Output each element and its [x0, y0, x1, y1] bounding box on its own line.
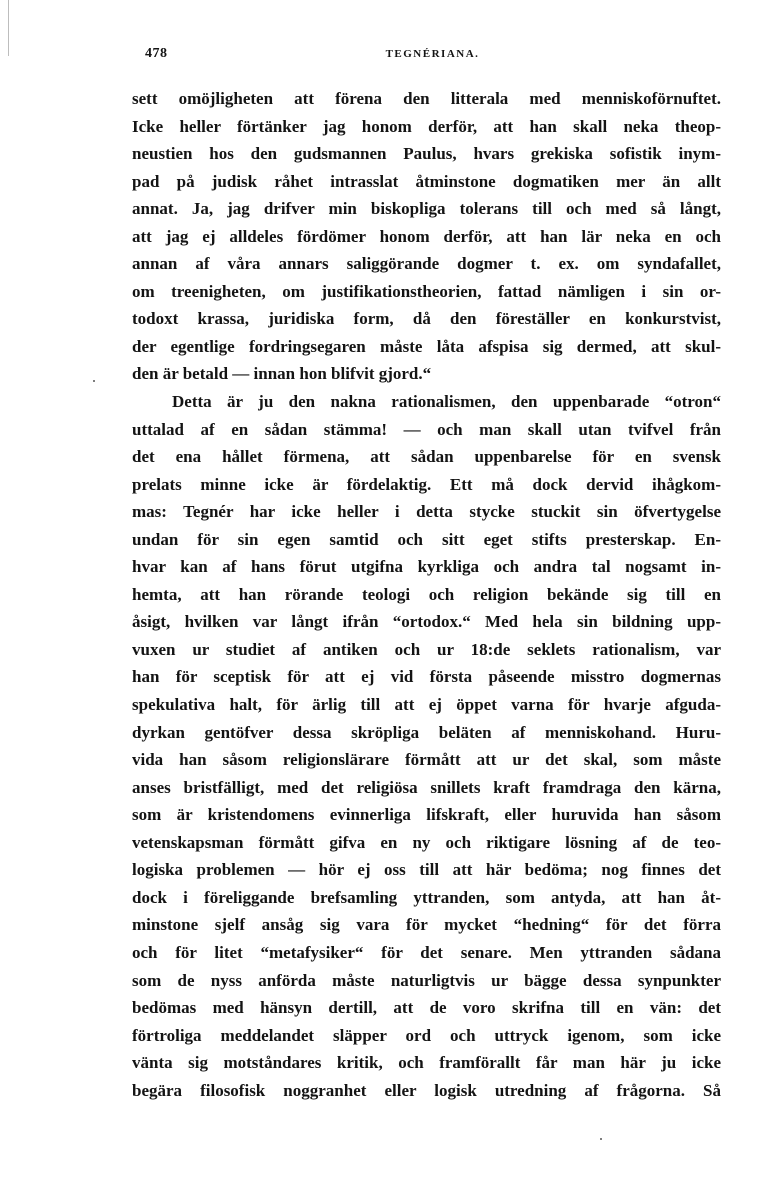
text-line: att jag ej alldeles fördömer honom derför, att han lär neka en och [132, 226, 721, 246]
text-line: prelats minne icke är fördelaktig. Ett må dock dervid ihågkom- [132, 474, 721, 494]
text-line: annat. Ja, jag drifver min biskopliga tolerans till och med så långt, [132, 199, 721, 219]
print-speck [93, 380, 95, 382]
text-line: uttalad af en sådan stämma! — och man skall utan tvifvel från [132, 419, 721, 439]
text-line: Icke heller förtänker jag honom derför, att han skall neka theop- [132, 116, 721, 136]
print-speck [600, 1138, 602, 1140]
text-line: vetenskapsman förmått gifva en ny och riktigare lösning af de teo- [132, 832, 721, 852]
body-text [132, 85, 721, 1104]
text-line: spekulativa halt, för ärlig till att ej öppet varna för hvarje afguda- [132, 695, 721, 715]
text-line: förtroliga meddelandet släpper ord och uttryck igenom, som icke [132, 1025, 721, 1045]
text-line: hemta, att han rörande teologi och religion bekände sig till en [132, 584, 721, 604]
page-header [145, 46, 720, 68]
text-line: todoxt krassa, juridiska form, då den föreställer en konkurstvist, [132, 309, 721, 329]
running-title: TEGNÉRIANA. [385, 48, 480, 60]
scan-edge-line [8, 0, 9, 56]
text-line: vida han såsom religionslärare förmått att ur det skal, som måste [132, 750, 721, 770]
text-line: och för litet “metafysiker“ för det senare. Men yttranden sådana [132, 942, 721, 962]
text-line: dock i föreliggande brefsamling yttranden, som antyda, att han åt- [132, 887, 721, 907]
text-line: mas: Tegnér har icke heller i detta stycke stuckit sin öfvertygelse [132, 502, 721, 522]
text-line: som är kristendomens evinnerliga lifskraft, eller huruvida han såsom [132, 805, 721, 825]
text-line: begära filosofisk noggranhet eller logisk utredning af frågorna. Så [132, 1080, 721, 1100]
text-line: undan för sin egen samtid och sitt eget stifts presterskap. En- [132, 529, 721, 549]
paragraph-start-line: Detta är ju den nakna rationalismen, den uppenbarade “otron“ [172, 392, 721, 412]
text-line: pad på judisk råhet intrasslat åtminstone dogmatiken mer än allt [132, 171, 721, 191]
text-line: der egentlige fordringsegaren måste låta afspisa sig dermed, att skul- [132, 336, 721, 356]
text-line: som de nyss anförda måste naturligtvis ur bägge dessa synpunkter [132, 970, 721, 990]
text-line: minstone sjelf ansåg sig vara för mycket “hedning“ för det förra [132, 915, 721, 935]
paragraph-end-line: den är betald — innan hon blifvit gjord.“ [132, 364, 432, 384]
text-line: det ena hållet förmena, att sådan uppenbarelse för en svensk [132, 447, 721, 467]
text-line: dyrkan gentöfver dessa skröpliga beläten af menniskohand. Huru- [132, 722, 721, 742]
text-line: han för sceptisk för att ej vid första påseende misstro dogmernas [132, 667, 721, 687]
text-line: sett omöjligheten att förena den litterala med menniskoförnuftet. [132, 89, 721, 108]
text-line: åsigt, hvilken var långt ifrån “ortodox.“ Med hela sin bildning upp- [132, 612, 721, 632]
text-line: logiska problemen — hör ej oss till att här bedöma; nog finnes det [132, 860, 721, 880]
text-line: bedömas med hänsyn dertill, att de voro skrifna till en vän: det [132, 998, 721, 1018]
text-line: vuxen ur studiet af antiken och ur 18:de seklets rationalism, var [132, 639, 721, 659]
text-line: anses bristfälligt, med det religiösa snillets kraft framdraga den kärna, [132, 777, 721, 797]
text-line: hvar kan af hans förut utgifna kyrkliga och andra tal nogsamt in- [132, 557, 721, 577]
text-line: vänta sig motståndares kritik, och framförallt får man här ju icke [132, 1053, 721, 1073]
page-number: 478 [145, 46, 168, 61]
text-line: annan af våra annars saliggörande dogmer t. ex. om syndafallet, [132, 254, 721, 274]
text-line: om treenigheten, om justifikationstheorien, fattad nämligen i sin or- [132, 281, 721, 301]
text-line: neustien hos den gudsmannen Paulus, hvars grekiska sofistik inym- [132, 144, 721, 164]
